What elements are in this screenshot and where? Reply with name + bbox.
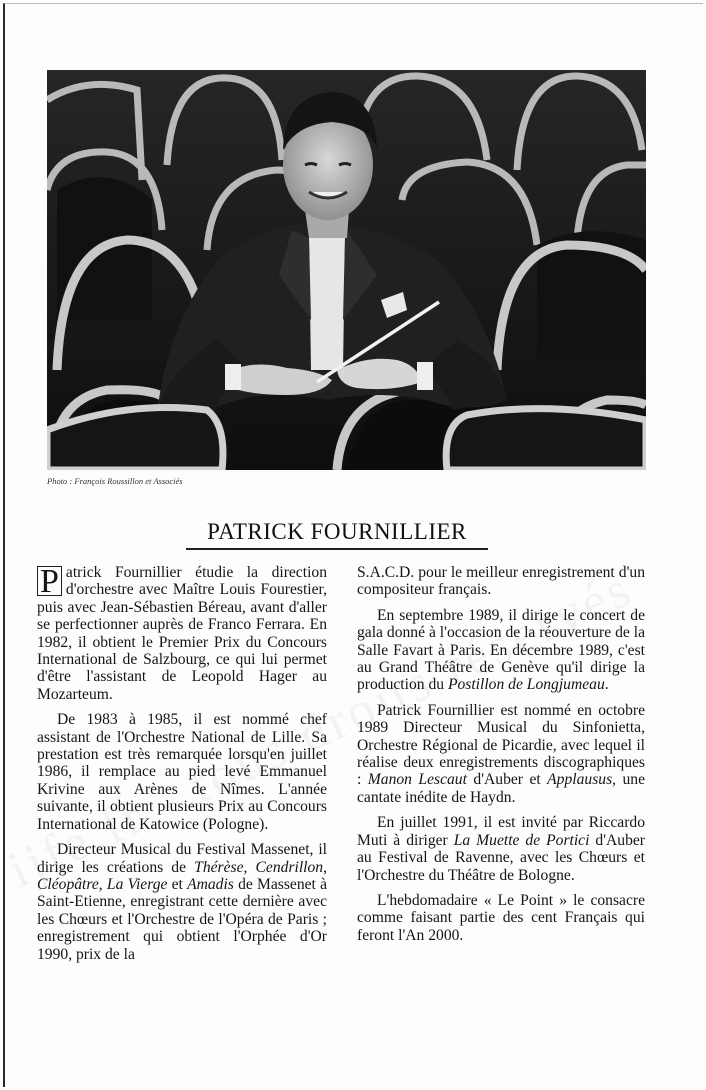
p5-sep: d'Auber et — [466, 771, 548, 789]
paragraph-6 — [357, 814, 645, 884]
p3-sep: , — [323, 858, 328, 876]
p3-text-a: Directeur Musical du Festival Massenet, il dirige les créations de — [37, 841, 327, 876]
work-title: Applausus — [547, 771, 613, 789]
work-title: Cendrillon — [255, 858, 324, 876]
portrait-photo-drawing — [47, 70, 646, 470]
paragraph-2: De 1983 à 1985, il est nommé chef assistant de l'Orchestre National de Lille. Sa prestation est très remarquée lorsqu'en juillet 1986, il remplace au pied levé Emmanuel Krivine aux Arènes de Nîmes. L'année suivante, il obtient plusieurs Prix au Concours International de Katowice (Pologne). — [37, 711, 327, 833]
p3-sep: , — [243, 858, 256, 876]
paragraph-7: L'hebdomadaire « Le Point » le consacre comme faisant partie des cent Français qui feront l'An 2000. — [357, 891, 645, 944]
p5-text-a: Patrick Fournillier est nommé en octobre 1989 Directeur Musical du Sinfonietta, Orchestre Régional de Picardie, avec lequel il réalise deux enregistrements discographiques : — [357, 701, 645, 789]
paragraph-1-text: atrick Fournillier étudie la direction d'orchestre avec Maître Louis Fourestier, puis avec Jean-Sébastien Béreau, avant d'aller se perfectionner auprès de Franco Ferrara. En 1982, il obtient le Premier Prix du Concours International de Salzbourg, ce qui lui permet d'être l'assistant de Leopold Hager au Mozarteum. — [37, 564, 327, 703]
paragraph-5 — [357, 702, 645, 806]
work-title: Thérèse — [194, 858, 244, 876]
paragraph-1 — [37, 564, 327, 703]
work-title: La Muette de Portici — [453, 831, 590, 849]
work-title: Amadis — [187, 875, 234, 893]
text-column-right — [357, 564, 645, 952]
drop-cap: P — [37, 566, 62, 596]
p3-sep: et — [167, 875, 188, 893]
p3-sep: , — [98, 875, 107, 893]
work-title: La Vierge — [106, 875, 168, 893]
page-title: PATRICK FOURNILLIER — [186, 519, 488, 550]
p4-text-a: En septembre 1989, il dirige le concert de gala donné à l'occasion de la réouverture de la Salle Favart à Paris. En décembre 1989, c'est au Grand Théâtre de Genève qu'il dirige la production du — [357, 606, 645, 694]
work-title: Manon Lescaut — [367, 771, 467, 789]
paragraph-3-continued: S.A.C.D. pour le meilleur enregistrement d'un compositeur français. — [357, 564, 645, 599]
work-title: Cléopâtre — [37, 875, 99, 893]
paragraph-3 — [37, 841, 327, 963]
p6-text-a: En juillet 1991, il est invité par Riccardo Muti à diriger — [357, 814, 645, 849]
paragraph-4 — [357, 607, 645, 694]
text-column-left — [37, 564, 327, 971]
photo-credit: Photo : François Roussillon et Associés — [47, 476, 183, 486]
p6-text-b: d'Auber au Festival de Ravenne, avec les Chœurs et l'Orchestre du Théâtre de Bologne. — [357, 831, 645, 884]
portrait-photo — [47, 70, 646, 470]
title-block — [186, 519, 488, 550]
p3-text-b: de Massenet à Saint-Etienne, enregistrant cette dernière avec les Chœurs et l'Orchestre de l'Opéra de Paris ; enregistrement qui obtient l'Orphée d'Or 1990, prix de la — [37, 875, 328, 963]
p5-text-b: , une cantate inédite de Haydn. — [357, 771, 646, 806]
work-title: Postillon de Longjumeau — [447, 676, 605, 694]
p4-text-b: . — [604, 676, 609, 694]
